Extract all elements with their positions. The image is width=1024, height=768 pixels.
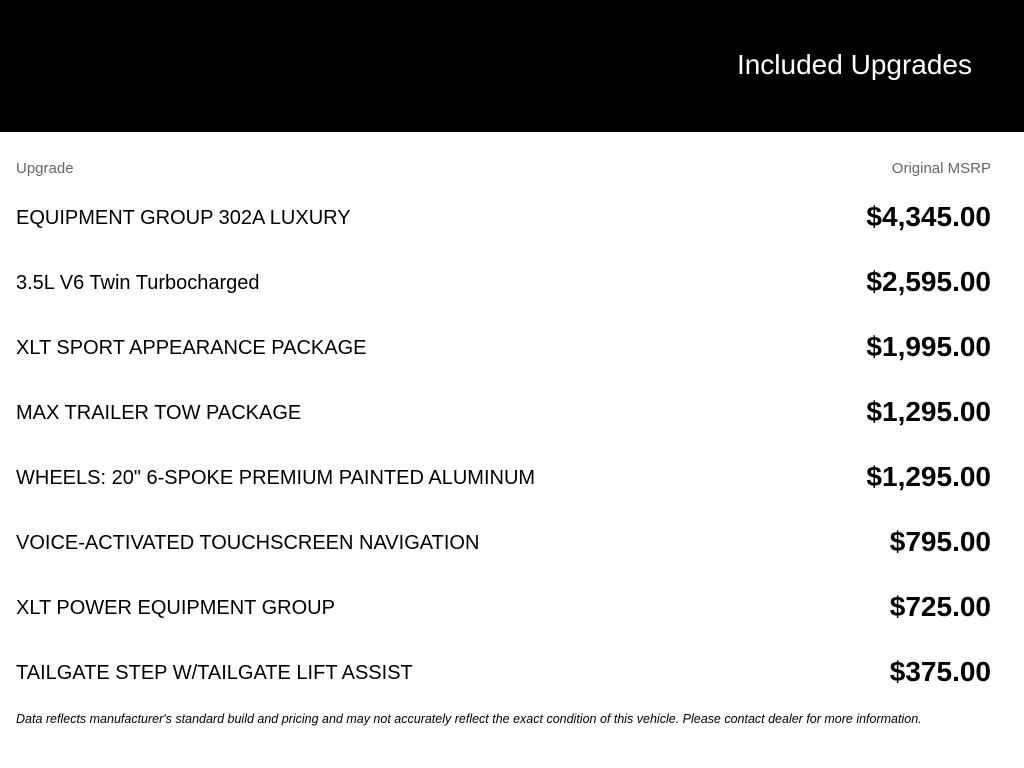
upgrade-price: $2,595.00 xyxy=(866,266,991,297)
upgrade-row xyxy=(16,250,991,315)
upgrade-row xyxy=(16,510,991,575)
page-title: Included Upgrades xyxy=(736,49,972,80)
upgrade-price: $375.00 xyxy=(889,656,991,687)
upgrade-name: EQUIPMENT GROUP 302A LUXURY xyxy=(16,207,351,229)
upgrade-row xyxy=(16,445,991,510)
upgrade-row xyxy=(16,640,991,705)
column-headers xyxy=(16,160,991,180)
upgrade-price: $1,995.00 xyxy=(866,331,991,362)
header-banner xyxy=(0,0,1024,132)
upgrade-price: $795.00 xyxy=(889,526,991,557)
upgrade-price: $1,295.00 xyxy=(866,396,991,427)
upgrade-row xyxy=(16,185,991,250)
upgrade-price: $725.00 xyxy=(889,591,991,622)
upgrade-price: $1,295.00 xyxy=(866,461,991,492)
upgrade-name: MAX TRAILER TOW PACKAGE xyxy=(16,402,302,424)
upgrades-list xyxy=(16,185,991,705)
upgrade-name: VOICE-ACTIVATED TOUCHSCREEN NAVIGATION xyxy=(16,532,480,554)
upgrade-row xyxy=(16,575,991,640)
upgrade-price: $4,345.00 xyxy=(866,201,991,232)
upgrade-name: TAILGATE STEP W/TAILGATE LIFT ASSIST xyxy=(16,662,413,684)
upgrade-name: XLT SPORT APPEARANCE PACKAGE xyxy=(16,337,367,359)
upgrade-name: XLT POWER EQUIPMENT GROUP xyxy=(16,597,335,619)
upgrade-row xyxy=(16,315,991,380)
upgrade-row xyxy=(16,380,991,445)
upgrade-name: WHEELS: 20" 6-SPOKE PREMIUM PAINTED ALUMINUM xyxy=(16,467,536,489)
disclaimer-text: Data reflects manufacturer's standard build and pricing and may not accurately reflect the exact condition of this vehicle. Please contact dealer for more information. xyxy=(16,712,922,726)
upgrade-name: 3.5L V6 Twin Turbocharged xyxy=(16,272,260,294)
column-header-upgrade: Upgrade xyxy=(16,160,74,177)
column-header-msrp: Original MSRP xyxy=(891,160,991,177)
